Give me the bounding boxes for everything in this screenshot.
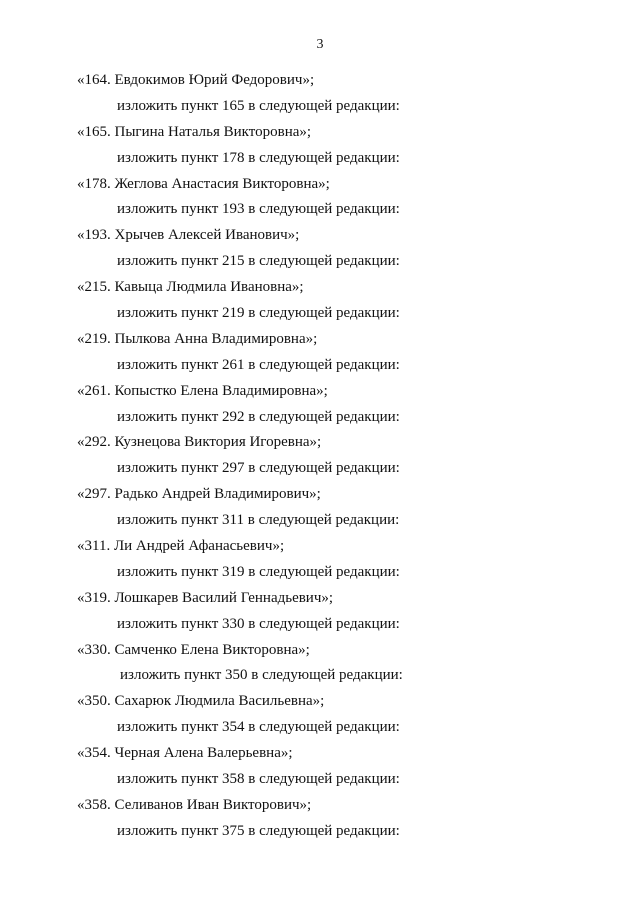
amendment-instruction: изложить пункт 319 в следующей редакции: — [117, 563, 400, 580]
list-entry: «319. Лошкарев Василий Геннадьевич»; — [77, 589, 334, 606]
amendment-instruction: изложить пункт 311 в следующей редакции: — [117, 512, 400, 529]
list-entry: «261. Копыстко Елена Владимировна»; — [77, 382, 328, 399]
amendment-instruction: изложить пункт 165 в следующей редакции: — [117, 97, 400, 114]
amendment-instruction: изложить пункт 219 в следующей редакции: — [117, 305, 400, 322]
list-entry: «292. Кузнецова Виктория Игоревна»; — [77, 434, 322, 451]
amendment-instruction: изложить пункт 178 в следующей редакции: — [117, 149, 400, 166]
page-number: 3 — [316, 37, 324, 52]
amendment-instruction: изложить пункт 297 в следующей редакции: — [117, 460, 400, 477]
list-entry: «297. Радько Андрей Владимирович»; — [77, 486, 321, 503]
amendment-instruction: изложить пункт 358 в следующей редакции: — [117, 771, 400, 788]
list-entry: «330. Самченко Елена Викторовна»; — [77, 641, 310, 658]
amendment-instruction: изложить пункт 261 в следующей редакции: — [117, 356, 400, 373]
list-entry: «354. Черная Алена Валерьевна»; — [77, 745, 293, 762]
list-entry: «219. Пылкова Анна Владимировна»; — [77, 330, 318, 347]
list-entry: «165. Пыгина Наталья Викторовна»; — [77, 123, 312, 140]
list-entry: «350. Сахарюк Людмила Васильевна»; — [77, 693, 325, 710]
amendment-instruction: изложить пункт 350 в следующей редакции: — [120, 667, 403, 684]
list-entry: «178. Жеглова Анастасия Викторовна»; — [77, 175, 330, 192]
amendment-instruction: изложить пункт 215 в следующей редакции: — [117, 253, 400, 270]
list-entry: «311. Ли Андрей Афанасьевич»; — [77, 538, 285, 555]
amendment-instruction: изложить пункт 193 в следующей редакции: — [117, 201, 400, 218]
document-body — [0, 68, 640, 845]
amendment-instruction: изложить пункт 330 в следующей редакции: — [117, 615, 400, 632]
amendment-instruction: изложить пункт 292 в следующей редакции: — [117, 408, 400, 425]
list-entry: «215. Кавыца Людмила Ивановна»; — [77, 279, 304, 296]
amendment-instruction: изложить пункт 354 в следующей редакции: — [117, 719, 400, 736]
list-entry: «358. Селиванов Иван Викторович»; — [77, 796, 312, 813]
list-entry: «164. Евдокимов Юрий Федорович»; — [77, 72, 315, 88]
list-entry: «193. Хрычев Алексей Иванович»; — [77, 227, 300, 244]
amendment-instruction: изложить пункт 375 в следующей редакции: — [117, 822, 400, 839]
